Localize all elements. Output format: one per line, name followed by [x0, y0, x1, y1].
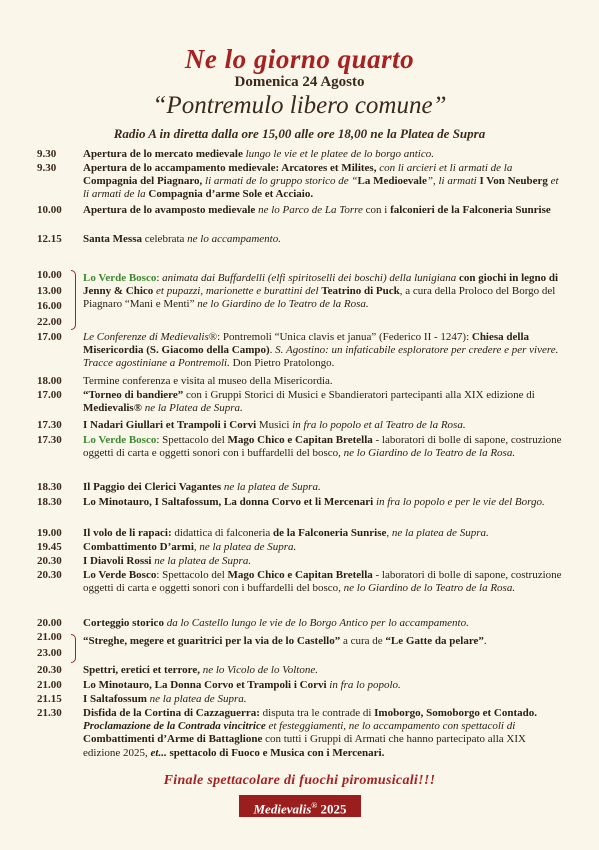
badge-year: 2025	[320, 801, 347, 817]
event-text-run: a cura de	[340, 635, 386, 647]
event-text-run: de la Falconeria Sunrise	[273, 527, 387, 539]
event-text-run: Musici	[256, 419, 293, 431]
event-time: 17.00	[37, 331, 62, 343]
event-text-run: Spettri, eretici et terrore,	[83, 664, 200, 676]
event-text-run: con tutti i Gruppi di Armati che hanno partecipato alla XIX edizione 2025,	[83, 733, 526, 759]
event-text-run: Combattimenti d’Arme di Battaglione	[83, 733, 263, 746]
event-text-run: Santa Messa	[83, 233, 142, 245]
event-text-run: lungo le vie et le platee de lo borgo antico.	[242, 148, 434, 160]
time-bracket	[71, 634, 76, 663]
event-description	[83, 331, 562, 371]
event-text-run: con i	[362, 204, 391, 216]
program-item	[37, 389, 562, 415]
program-item	[37, 375, 562, 388]
event-text-run: ne la platea de Supra.	[221, 481, 321, 493]
event-description	[83, 679, 562, 692]
program-item	[37, 419, 562, 432]
event-text-run: I Nadari Giullari et Trampoli i Corvi	[83, 419, 257, 431]
event-text-run: Lo Verde Bosco	[83, 272, 157, 284]
event-text-run: I Diavoli Rossi	[83, 555, 152, 567]
event-text-run: , a cura della Proloco del Borgo del Piagnaro “Mani e Menti”	[83, 285, 556, 311]
event-time: 23.00	[37, 646, 62, 659]
event-description	[83, 664, 562, 677]
program-item	[37, 527, 562, 540]
event-description	[83, 527, 562, 540]
event-time: 21.30	[37, 707, 62, 719]
event-text-run: ne lo Giardino de lo Teatro de la Rosa.	[343, 447, 516, 460]
event-description	[83, 496, 562, 509]
event-text-run: ne lo accampamento.	[187, 233, 281, 245]
event-text-run: “Torneo di bandiere”	[83, 389, 184, 401]
finale-text: Finale spettacolare di fuochi piromusicali!!!	[163, 773, 436, 788]
event-text-run: et festeggiamenti, ne lo accampamento con spettacoli di	[265, 720, 516, 733]
event-description	[83, 233, 562, 246]
radio-notice: Radio A in diretta dalla ore 15,00 alle ore 18,00 ne la Platea de Supra	[113, 126, 486, 141]
event-description	[83, 375, 562, 388]
event-text-run: Apertura de lo accampamento medievale: Arcatores et Milites,	[83, 162, 377, 174]
event-text-run: Imoborgo, Somoborgo et Contado.	[374, 707, 538, 719]
event-time: 16.00	[37, 300, 62, 312]
event-text-run: : Spettacolo del	[156, 569, 228, 581]
event-text-run: in fra lo popolo et al Teatro de la Rosa.	[292, 419, 466, 431]
event-text-run: Compagnia del Piagnaro,	[83, 175, 203, 188]
program-item	[37, 631, 562, 659]
event-text-run: falconieri de la Falconeria Sunrise	[390, 204, 551, 216]
program-item	[37, 162, 562, 202]
event-text-run: , ne la platea de Supra.	[386, 527, 489, 539]
event-text-run: ne lo Vicolo de lo Voltone.	[199, 664, 318, 676]
event-text-run: in fra lo popolo.	[326, 679, 401, 691]
event-text-run: ”, li armati	[426, 175, 480, 188]
event-text-run: :	[156, 272, 163, 284]
program-item	[37, 569, 562, 595]
event-time: 10.00	[37, 269, 62, 281]
event-text-run: Apertura de lo avamposto medievale	[83, 204, 256, 216]
event-text-run: I Von Neuberg	[479, 175, 548, 188]
event-text-run: La Medioevale	[357, 175, 427, 188]
event-text-run: ne lo Giardino de lo Teatro de la Rosa.	[343, 582, 516, 595]
event-time: 18.00	[37, 375, 62, 387]
event-text-run: con giochi in legno di Jenny & Chico	[83, 272, 559, 298]
event-text-run: et pupazzi, marionette e burattini del	[153, 285, 322, 298]
program-item	[37, 555, 562, 568]
event-description	[83, 162, 562, 202]
page-date: Domenica 24 Agosto	[234, 74, 365, 90]
event-text-run: ne la platea de Supra.	[151, 555, 252, 567]
event-time: 19.45	[37, 541, 62, 553]
event-text-run: Lo Verde Bosco	[83, 434, 157, 446]
event-text-run: Mago Chico e Capitan Bretella	[227, 434, 373, 446]
event-text-run: , ne la platea de Supra.	[193, 541, 297, 553]
event-text-run: da lo Castello lungo le vie de lo Borgo Antico per lo accampamento.	[163, 617, 469, 629]
event-text-run: Il Paggio dei Clerici Vagantes	[83, 481, 222, 493]
event-time: 17.30	[37, 434, 62, 446]
event-text-run: Compagnia d’arme Sole et Acciaio.	[148, 188, 314, 201]
event-time: 20.30	[37, 664, 62, 676]
time-bracket	[71, 270, 76, 330]
event-description	[83, 555, 562, 568]
event-text-run: - laboratori di bolle di sapone, costruzione oggetti di carta e oggetti sonori con i buffardelli del bosco,	[83, 434, 562, 460]
event-time: 12.15	[37, 233, 62, 245]
event-description	[83, 569, 562, 595]
event-text-run: Lo Verde Bosco	[83, 569, 157, 581]
program-item	[37, 541, 562, 554]
program-item	[37, 707, 562, 760]
event-text-run: Don Pietro Pratolongo.	[229, 357, 335, 370]
event-text-run: Chiesa della Misericordia (S. Giacomo della Campo)	[83, 331, 530, 357]
event-time: 19.00	[37, 527, 62, 539]
event-text-run: et li armati de la	[83, 175, 559, 201]
program-item	[37, 481, 562, 494]
event-text-run: celebrata	[141, 233, 188, 245]
event-text-run: Apertura de lo mercato medievale	[83, 148, 243, 160]
event-text-run: Disfida de la Cortina di Cazzaguerra:	[83, 707, 260, 719]
badge-mark: ®	[311, 801, 318, 810]
event-text-run: “Streghe, megere et guaritrici per la via de lo Castello”	[83, 635, 341, 647]
event-text-run: ®: Pontremoli “Unica clavis et janua” (Federico II - 1247):	[208, 331, 472, 343]
event-text-run: Corteggio storico	[83, 617, 164, 629]
event-description	[83, 693, 562, 706]
badge-brand: Medievalis	[253, 801, 312, 817]
event-description	[83, 148, 562, 161]
event-description	[83, 204, 562, 217]
event-time: 20.30	[37, 555, 62, 567]
event-time: 21.15	[37, 693, 62, 705]
event-text-run: didattica di falconeria	[171, 527, 274, 539]
event-text-run: Le Conferenze di Medievalis	[83, 331, 209, 343]
event-text-run: Combattimento D’armi	[83, 541, 194, 553]
event-text-run: li armati de lo gruppo storico de “	[202, 175, 358, 188]
program-item	[37, 204, 562, 217]
event-time: 9.30	[37, 148, 57, 160]
event-description	[83, 481, 562, 494]
event-text-run: I Saltafossum	[83, 693, 147, 705]
event-time: 9.30	[37, 162, 57, 174]
event-description	[83, 617, 562, 630]
event-time: 17.00	[37, 389, 62, 401]
event-time: 18.30	[37, 496, 62, 508]
program-item	[37, 233, 562, 246]
event-text-run: ne lo Parco de La Torre	[255, 204, 363, 216]
event-text-run: Medievalis®	[83, 402, 142, 415]
event-text-run: .	[269, 344, 276, 357]
event-time: 18.30	[37, 481, 62, 493]
program-item	[37, 148, 562, 161]
event-text-run: con li arcieri et li armati de la	[376, 162, 513, 174]
event-text-run: Mago Chico e Capitan Bretella	[227, 569, 373, 581]
program-item	[37, 268, 562, 328]
program-item	[37, 617, 562, 630]
event-description	[83, 707, 562, 760]
event-time: 17.30	[37, 419, 62, 431]
event-description	[83, 632, 562, 648]
event-text-run: Proclamazione de la Contrada vincitrice	[83, 720, 266, 733]
event-text-run: .	[483, 635, 487, 647]
event-text-run: ne lo Giardino de lo Teatro de la Rosa.	[194, 298, 369, 311]
event-text-run: ne la platea de Supra.	[146, 693, 247, 705]
event-time: 20.30	[37, 569, 62, 581]
event-text-run: - laboratori di bolle di sapone, costruzione oggetti di carta e oggetti sonori con i buffardelli del bosco,	[83, 569, 562, 595]
event-text-run: con i Gruppi Storici di Musici e Sbandieratori partecipanti alla XIX edizione di	[183, 389, 535, 401]
event-time: 21.00	[37, 631, 62, 643]
event-text-run: S. Agostino: un infaticabile esploratore per credere e per vivere. Tracce agostiniane a Pontremoli.	[83, 344, 559, 370]
event-description	[83, 434, 562, 460]
medievalis-badge	[239, 795, 361, 817]
event-description	[83, 419, 562, 432]
event-time: 13.00	[37, 284, 62, 297]
event-text-run: : Spettacolo del	[156, 434, 228, 446]
event-description	[83, 389, 562, 415]
event-text-run: animata dai Buffardelli (elfi spiritoselli dei boschi) della lunigiana	[162, 272, 460, 284]
event-text-run: in fra lo popolo e per le vie del Borgo.	[373, 496, 545, 508]
event-text-run: Il volo de li rapaci:	[83, 527, 172, 539]
event-text-run: “Le Gatte da pelare”	[385, 635, 484, 647]
page-motto: “Pontremulo libero comune”	[152, 92, 447, 119]
event-time: 20.00	[37, 617, 62, 629]
event-text-run: Lo Minotauro, La Donna Corvo et Trampoli i Corvi	[83, 679, 327, 691]
event-text-run: Termine conferenza e visita al museo della Misericordia.	[83, 375, 333, 387]
program-item	[37, 693, 562, 706]
event-text-run: et...	[150, 746, 167, 759]
event-time-range	[37, 630, 62, 661]
event-text-run: spettacolo di Fuoco e Musica con i Mercenari.	[166, 746, 385, 759]
event-description	[83, 268, 562, 312]
event-text-run: Teatrino di Puck	[321, 285, 400, 298]
program-item	[37, 331, 562, 371]
event-time: 22.00	[37, 315, 62, 328]
page-title: Ne lo giorno quarto	[184, 44, 415, 74]
event-time: 10.00	[37, 204, 62, 216]
event-description	[83, 541, 562, 554]
event-text-run: disputa tra le contrade di	[259, 707, 375, 719]
program-item	[37, 664, 562, 677]
event-text-run: ne la Platea de Supra.	[141, 402, 243, 415]
event-time-range	[37, 268, 62, 330]
event-time: 21.00	[37, 679, 62, 691]
program-item	[37, 679, 562, 692]
event-text-run: Lo Minotauro, I Saltafossum, La donna Corvo et li Mercenari	[83, 496, 374, 508]
program-item	[37, 496, 562, 509]
program-item	[37, 434, 562, 460]
